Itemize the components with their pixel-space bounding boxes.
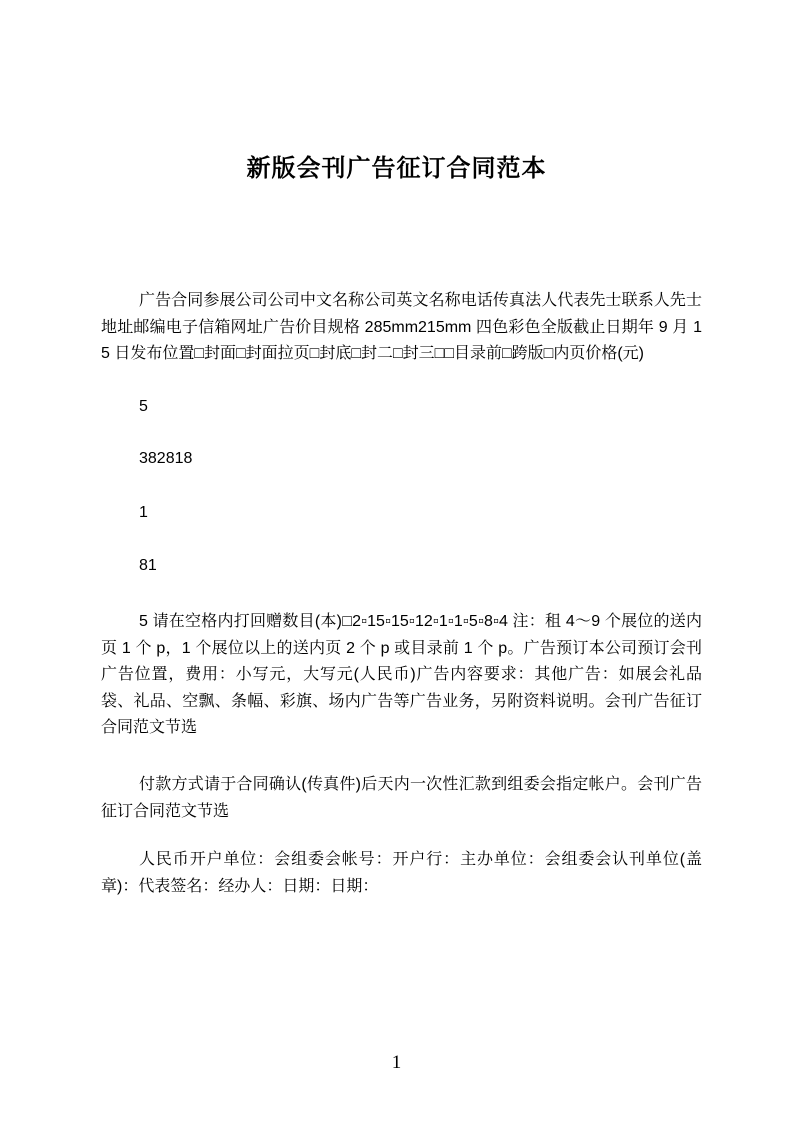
paragraph-value-4: 81 bbox=[139, 557, 157, 574]
paragraph-note: 5 请在空格内打回赠数目(本)□2▫15▫15▫12▫1▫1▫5▫8▫4 注：租 4～9 个展位的送内页 1 个 p，1 个展位以上的送内页 2 个 p 或目录前 1 个 p。广告预订本公司预订会刊广告位置，费用：小写元，大写元(人民币)广告内容要求：其他广告：如展会礼品袋、礼品、空飘、条幅、彩旗、场内广告等广告业务，另附资料说明。会刊广告征订合同范文节选 bbox=[101, 613, 702, 736]
paragraph-value-1: 5 bbox=[139, 398, 148, 415]
paragraph-value-2: 382818 bbox=[139, 450, 193, 467]
paragraph-payment: 付款方式请于合同确认(传真件)后天内一次性汇款到组委会指定帐户。会刊广告征订合同范文节选 bbox=[101, 776, 702, 820]
page-number: 1 bbox=[391, 1052, 402, 1073]
paragraph-value-3: 1 bbox=[139, 504, 148, 521]
paragraph-signature: 人民币开户单位：会组委会帐号：开户行：主办单位：会组委会认刊单位(盖章)：代表签名：经办人：日期：日期： bbox=[101, 851, 702, 895]
document-title: 新版会刊广告征订合同范本 bbox=[246, 155, 547, 183]
paragraph-intro: 广告合同参展公司公司中文名称公司英文名称电话传真法人代表先士联系人先士地址邮编电子信箱网址广告价目规格 285mm215mm 四色彩色全版截止日期年 9 月 15 日发布位置□封面□封面拉页□封底□封二□封三□□目录前□跨版□内页价格(元) bbox=[101, 292, 702, 362]
